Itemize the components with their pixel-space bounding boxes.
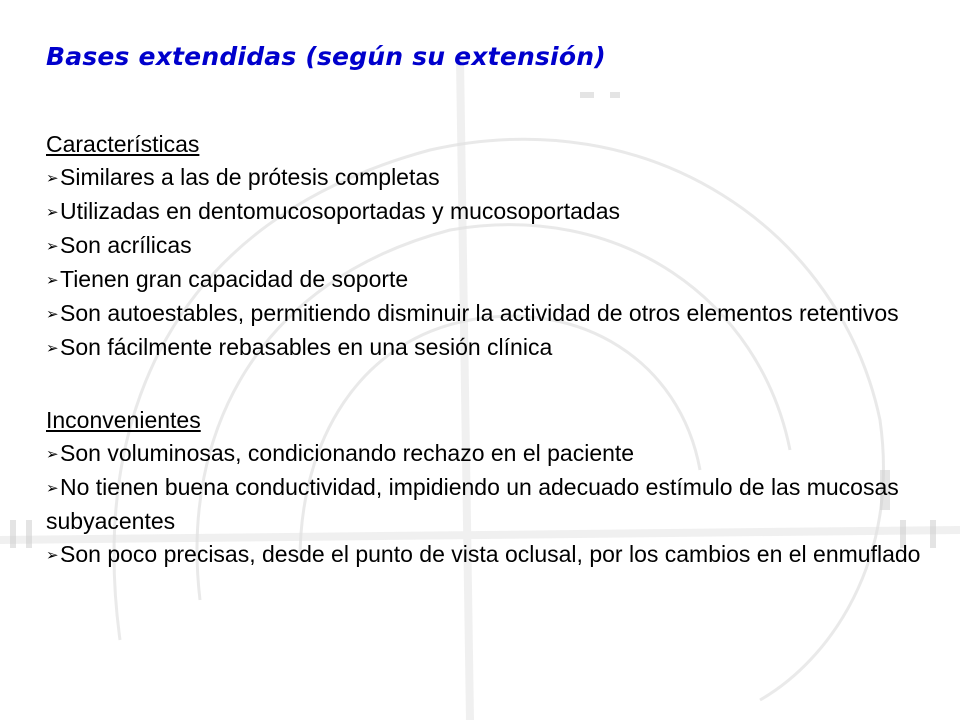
list-item — [46, 297, 946, 331]
arrowhead-bullet-icon: ➢ — [46, 446, 59, 463]
list-item — [46, 263, 946, 297]
bullet-text: Son voluminosas, condicionando rechazo en el paciente — [60, 440, 635, 466]
list-item — [46, 437, 946, 471]
arrowhead-bullet-icon: ➢ — [46, 238, 59, 255]
bullet-text: Son autoestables, permitiendo disminuir la actividad de otros elementos retentivos — [60, 300, 899, 326]
spacer — [46, 365, 946, 404]
arrowhead-bullet-icon: ➢ — [46, 547, 59, 564]
bullet-list — [46, 161, 946, 365]
list-item — [46, 471, 946, 538]
bullet-text: Son poco precisas, desde el punto de vista oclusal, por los cambios en el enmuflado — [60, 541, 921, 567]
section-inconvenientes — [46, 404, 946, 572]
arrowhead-bullet-icon: ➢ — [46, 306, 59, 323]
list-item — [46, 229, 946, 263]
arrowhead-bullet-icon: ➢ — [46, 340, 59, 357]
arrowhead-bullet-icon: ➢ — [46, 204, 59, 221]
list-item — [46, 161, 946, 195]
arrowhead-bullet-icon: ➢ — [46, 480, 59, 497]
bullet-text: Similares a las de prótesis completas — [60, 164, 440, 190]
bullet-text: No tienen buena conductividad, impidiendo un adecuado estímulo de las mucosas subyacentes — [46, 474, 899, 534]
bullet-text: Utilizadas en dentomucosoportadas y mucosoportadas — [60, 198, 620, 224]
arrowhead-bullet-icon: ➢ — [46, 170, 59, 187]
list-item — [46, 331, 946, 365]
slide-content — [46, 38, 946, 572]
bullet-text: Son acrílicas — [60, 232, 192, 258]
slide-title: Bases extendidas (según su extensión) — [46, 42, 606, 71]
list-item — [46, 195, 946, 229]
spacer — [46, 76, 946, 128]
bullet-text: Son fácilmente rebasables en una sesión clínica — [60, 334, 553, 360]
section-heading: Características — [46, 131, 200, 157]
section-caracteristicas — [46, 128, 946, 365]
arrowhead-bullet-icon: ➢ — [46, 272, 59, 289]
list-item — [46, 538, 946, 572]
section-heading: Inconvenientes — [46, 407, 201, 433]
bullet-list — [46, 437, 946, 572]
bullet-text: Tienen gran capacidad de soporte — [60, 266, 409, 292]
